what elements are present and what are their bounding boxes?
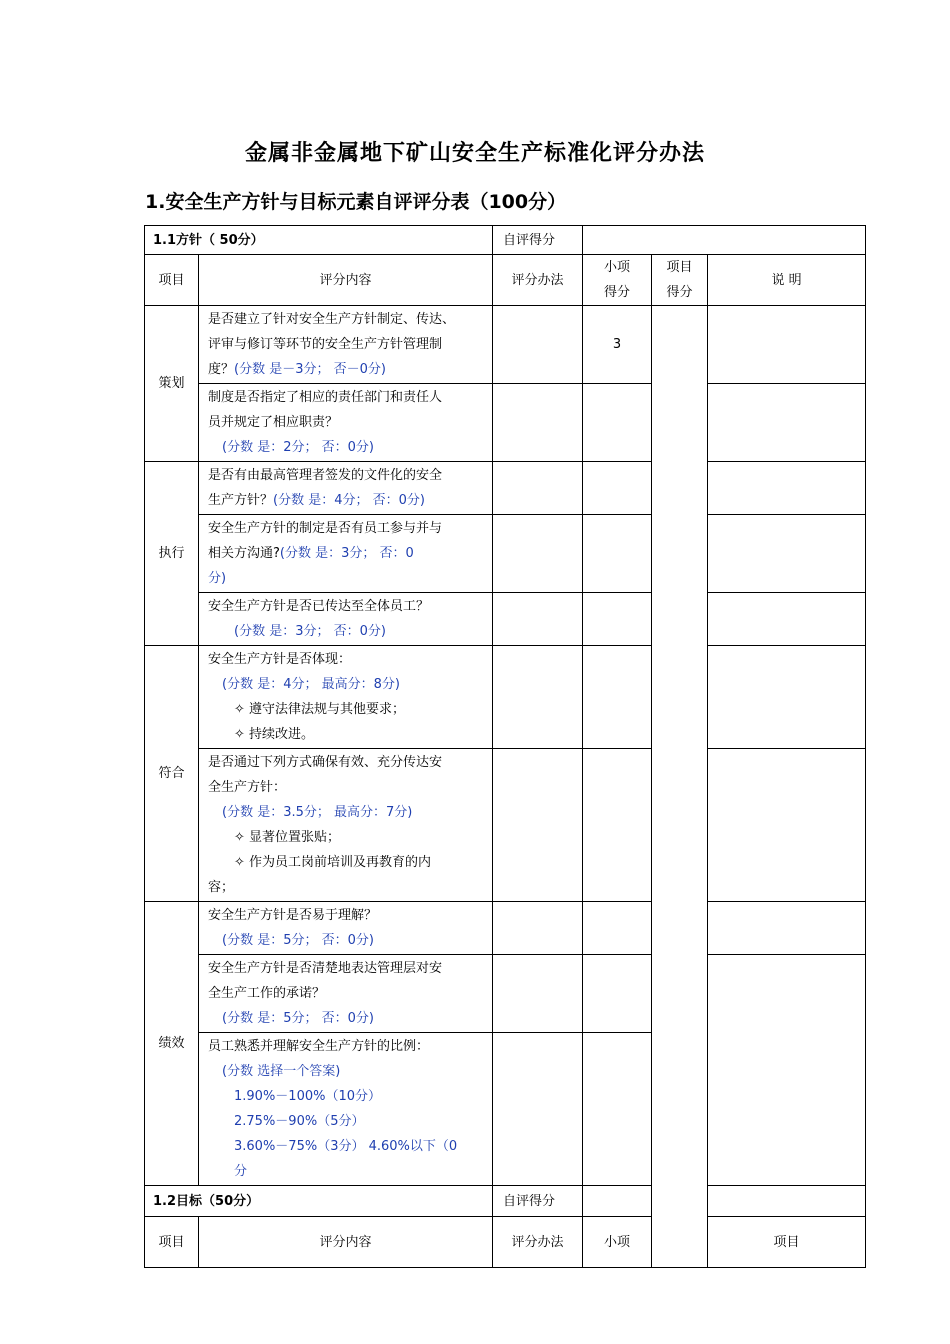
method-cell[interactable] bbox=[493, 902, 583, 955]
answer-option: 2.75%－90%（5分） bbox=[234, 1114, 365, 1129]
criterion-text: 生产方针？ bbox=[208, 493, 274, 508]
scoring-rule: (分数 选择一个答案) bbox=[222, 1064, 341, 1079]
answer-option: 分 bbox=[234, 1164, 248, 1179]
criterion-line: 安全生产方针的制定是否有员工参与并与 bbox=[208, 521, 443, 536]
header-item: 项目 bbox=[145, 1217, 199, 1268]
section-1-1-label: 1.1方针（ 50分） bbox=[145, 226, 493, 255]
method-cell[interactable] bbox=[493, 515, 583, 593]
criterion-text: 相关方沟通? bbox=[208, 546, 280, 561]
sub-score-cell[interactable] bbox=[583, 384, 652, 462]
criterion-text: 度？ bbox=[208, 362, 235, 377]
note-cell[interactable] bbox=[708, 515, 866, 593]
criterion-line bbox=[208, 357, 486, 382]
document-subtitle: 1.安全生产方针与目标元素自评评分表（100分） bbox=[145, 191, 567, 213]
criterion-line: 安全生产方针是否已传达至全体员工？ bbox=[208, 599, 430, 614]
method-cell[interactable] bbox=[493, 1033, 583, 1186]
header-project-score-line2: 得分 bbox=[666, 285, 693, 300]
scoring-rule: (分数 是：2分； 否：0分) bbox=[222, 440, 374, 455]
header-item: 项目 bbox=[145, 255, 199, 306]
note-cell[interactable] bbox=[708, 902, 866, 955]
header-method: 评分办法 bbox=[493, 1217, 583, 1268]
criterion-content bbox=[199, 593, 493, 646]
bullet-item: ✧ 持续改进。 bbox=[234, 727, 315, 742]
scoring-rule: (分数 是：5分； 否：0分) bbox=[222, 933, 374, 948]
criterion-content bbox=[199, 462, 493, 515]
criterion-line: 评审与修订等环节的安全生产方针管理制 bbox=[208, 337, 443, 352]
criterion-line: 安全生产方针是否清楚地表达管理层对安 bbox=[208, 961, 443, 976]
section-1-2-label: 1.2目标（50分） bbox=[145, 1186, 493, 1217]
sub-score-cell[interactable] bbox=[583, 515, 652, 593]
sub-score-cell[interactable] bbox=[583, 1033, 652, 1186]
self-score-label: 自评得分 bbox=[493, 226, 583, 255]
method-cell[interactable] bbox=[493, 306, 583, 384]
answer-option: 3.60%－75%（3分） 4.60%以下（0 bbox=[234, 1139, 458, 1154]
criterion-line: 员并规定了相应职责？ bbox=[208, 415, 339, 430]
header-content: 评分内容 bbox=[199, 1217, 493, 1268]
method-cell[interactable] bbox=[493, 749, 583, 902]
table-row bbox=[145, 902, 866, 955]
criterion-content bbox=[199, 749, 493, 902]
header-sub-score: 小项 bbox=[583, 1217, 652, 1268]
scoring-rule: (分数 是：3分； 否：0 bbox=[279, 546, 414, 561]
scoring-table bbox=[144, 225, 866, 1268]
criterion-content bbox=[199, 1033, 493, 1186]
self-score-cell[interactable] bbox=[583, 1186, 866, 1217]
method-cell[interactable] bbox=[493, 646, 583, 749]
category-plan: 策划 bbox=[145, 306, 199, 462]
criterion-line: 安全生产方针是否易于理解？ bbox=[208, 908, 378, 923]
answer-option: 1.90%－100%（10分） bbox=[234, 1089, 382, 1104]
header-sub-score-line2: 得分 bbox=[603, 285, 630, 300]
method-cell[interactable] bbox=[493, 384, 583, 462]
category-conform: 符合 bbox=[145, 646, 199, 902]
header-project-score-line1: 项目 bbox=[666, 260, 693, 275]
note-cell[interactable] bbox=[708, 384, 866, 462]
scoring-rule: (分数 是：4分； 最高分：8分) bbox=[222, 677, 400, 692]
note-cell[interactable] bbox=[708, 462, 866, 515]
criterion-content bbox=[199, 902, 493, 955]
bullet-item: ✧ 显著位置张贴； bbox=[234, 830, 341, 845]
note-cell[interactable] bbox=[708, 646, 866, 749]
sub-score-cell[interactable] bbox=[583, 593, 652, 646]
column-header-row bbox=[145, 1217, 866, 1268]
scoring-rule: (分数 是：3分； 否：0分) bbox=[234, 624, 386, 639]
method-cell[interactable] bbox=[493, 955, 583, 1033]
project-score-cell[interactable] bbox=[652, 306, 708, 1268]
table-row bbox=[145, 306, 866, 384]
criterion-line bbox=[208, 488, 486, 513]
section-1-1-row bbox=[145, 226, 866, 255]
category-perf: 绩效 bbox=[145, 902, 199, 1186]
header-sub-score bbox=[583, 255, 652, 306]
self-score-label: 自评得分 bbox=[493, 1186, 583, 1217]
document-title: 金属非金属地下矿山安全生产标准化评分办法 bbox=[244, 141, 705, 166]
sub-score-cell[interactable] bbox=[583, 902, 652, 955]
criterion-line: 员工熟悉并理解安全生产方针的比例： bbox=[208, 1039, 430, 1054]
scoring-rule: (分数 是：5分； 否：0分) bbox=[222, 1011, 374, 1026]
criterion-line: 安全生产方针是否体现： bbox=[208, 652, 352, 667]
criterion-line: 全生产工作的承诺？ bbox=[208, 986, 326, 1001]
self-score-cell[interactable] bbox=[583, 226, 866, 255]
note-cell[interactable] bbox=[708, 749, 866, 902]
section-1-2-row bbox=[145, 1186, 866, 1217]
table-row bbox=[145, 515, 866, 593]
header-content: 评分内容 bbox=[199, 255, 493, 306]
scoring-rule: (分数 是：3.5分； 最高分：7分) bbox=[222, 805, 413, 820]
scoring-rule: 分) bbox=[208, 571, 227, 586]
column-header-row bbox=[145, 255, 866, 306]
sub-score-cell[interactable] bbox=[583, 955, 652, 1033]
table-row bbox=[145, 955, 866, 1033]
method-cell[interactable] bbox=[493, 593, 583, 646]
criterion-line: 容； bbox=[208, 880, 235, 895]
sub-score-cell[interactable] bbox=[583, 646, 652, 749]
criterion-line: 是否建立了针对安全生产方针制定、传达、 bbox=[208, 312, 456, 327]
sub-score-cell[interactable] bbox=[583, 749, 652, 902]
scoring-rule: (分数 是－3分； 否－0分) bbox=[234, 362, 386, 377]
header-sub-score-line1: 小项 bbox=[603, 260, 630, 275]
criterion-content bbox=[199, 306, 493, 384]
note-cell[interactable] bbox=[708, 593, 866, 646]
header-project-score bbox=[652, 255, 708, 306]
note-cell[interactable] bbox=[708, 306, 866, 384]
criterion-line: 是否通过下列方式确保有效、充分传达安 bbox=[208, 755, 443, 770]
criterion-line: 是否有由最高管理者签发的文件化的安全 bbox=[208, 468, 443, 483]
scoring-rule: (分数 是：4分； 否：0分) bbox=[273, 493, 425, 508]
bullet-item: ✧ 遵守法律法规与其他要求； bbox=[234, 702, 406, 717]
sub-score-cell[interactable]: 3 bbox=[583, 306, 652, 384]
table-row bbox=[145, 646, 866, 749]
bullet-item: ✧ 作为员工岗前培训及再教育的内 bbox=[234, 855, 432, 870]
criterion-line: 全生产方针： bbox=[208, 780, 287, 795]
header-method: 评分办法 bbox=[493, 255, 583, 306]
note-cell[interactable] bbox=[708, 955, 866, 1186]
header-project-score: 项目 bbox=[708, 1217, 866, 1268]
criterion-line: 制度是否指定了相应的责任部门和责任人 bbox=[208, 390, 443, 405]
table-row bbox=[145, 384, 866, 462]
category-exec: 执行 bbox=[145, 462, 199, 646]
method-cell[interactable] bbox=[493, 462, 583, 515]
criterion-line bbox=[208, 541, 486, 566]
sub-score-cell[interactable] bbox=[583, 462, 652, 515]
table-row bbox=[145, 593, 866, 646]
criterion-content bbox=[199, 646, 493, 749]
table-row bbox=[145, 462, 866, 515]
criterion-content bbox=[199, 955, 493, 1033]
header-note: 说 明 bbox=[708, 255, 866, 306]
criterion-content bbox=[199, 384, 493, 462]
table-row bbox=[145, 749, 866, 902]
criterion-content bbox=[199, 515, 493, 593]
